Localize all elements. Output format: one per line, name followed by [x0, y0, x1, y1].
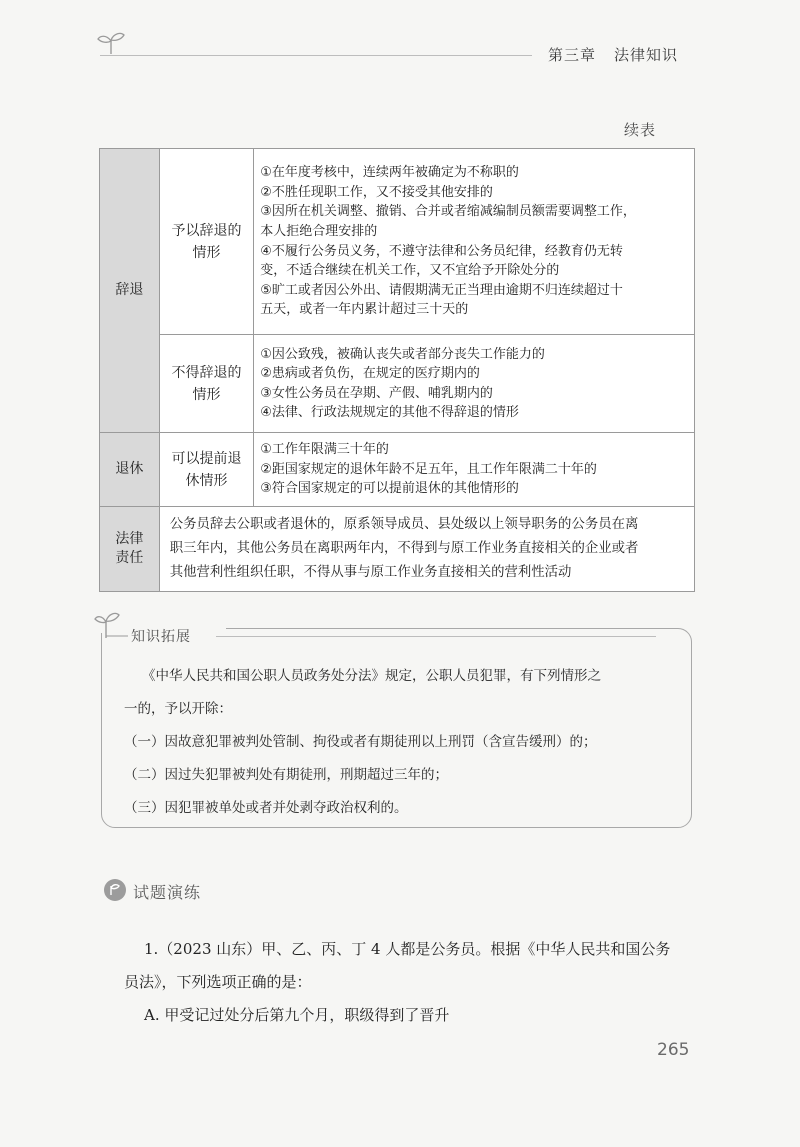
- content-liability: 公务员辞去公职或者退休的，原系领导成员、县处级以上领导职务的公务员在离 职三年内，其他公务员在离职两年内，不得到与原工作业务直接相关的企业或者 其他营利性组织任职，不得从事与原工作业务直接相关的营利性活动: [159, 507, 694, 592]
- category-resign: 辞退: [100, 149, 160, 433]
- chapter-title: 法律知识: [614, 46, 679, 64]
- civil-servant-table: [99, 148, 695, 592]
- sprout-icon: [96, 30, 126, 56]
- category-liability: 法律 责任: [100, 507, 160, 592]
- chapter-number: 第三章: [548, 46, 597, 64]
- label-must-not-resign: 不得辞退的 情形: [159, 335, 254, 433]
- page-number: 265: [657, 1040, 690, 1060]
- label-early-retire: 可以提前退 休情形: [159, 433, 254, 507]
- content-must-not-resign: ①因公致残，被确认丧失或者部分丧失工作能力的 ②患病或者负伤，在规定的医疗期内的 ③女性公务员在孕期、产假、哺乳期内的 ④法律、行政法规规定的其他不得辞退的情形: [254, 335, 695, 433]
- content-must-resign: ①在年度考核中，连续两年被确定为不称职的 ②不胜任现职工作，又不接受其他安排的 ③因所在机关调整、撤销、合并或者缩减编制员额需要调整工作， 本人拒绝合理安排的 ④不履行公务员义务，不遵守法律和公务员纪律，经教育仍无转 变，不适合继续在机关工作，又不宜给予开除处分的 ⑤旷工或者因公外出、请假期满无正当理由逾期不归连续超过十 五天，或者一年内累计超过三十天的: [254, 149, 695, 335]
- content-early-retire: ①工作年限满三十年的 ②距国家规定的退休年龄不足五年，且工作年限满二十年的 ③符合国家规定的可以提前退休的其他情形的: [254, 433, 695, 507]
- category-retire: 退休: [100, 433, 160, 507]
- running-header: [548, 44, 678, 65]
- question-block: 1.（2023 山东）甲、乙、丙、丁 4 人都是公务员。根据《中华人民共和国公务 员法》，下列选项正确的是： A. 甲受记过处分后第九个月，职级得到了晋升: [124, 940, 671, 1024]
- sprout-icon: [94, 608, 130, 640]
- knowledge-body: 《中华人民共和国公职人员政务处分法》规定，公职人员犯罪，有下列情形之 一的，予以开除： （一）因故意犯罪被判处管制、拘役或者有期徒刑以上刑罚（含宣告缓刑）的； （二）因过失犯罪被判处有期徒刑，刑期超过三年的； （三）因犯罪被单处或者并处剥夺政治权利的。: [124, 668, 601, 816]
- label-must-resign: 予以辞退的 情形: [159, 149, 254, 335]
- knowledge-rule: [216, 636, 656, 637]
- practice-icon: [104, 879, 126, 901]
- header-rule: [100, 55, 532, 56]
- knowledge-title: 知识拓展: [131, 629, 191, 645]
- practice-title: 试题演练: [133, 883, 202, 902]
- table-continued-label: 续表: [624, 121, 657, 139]
